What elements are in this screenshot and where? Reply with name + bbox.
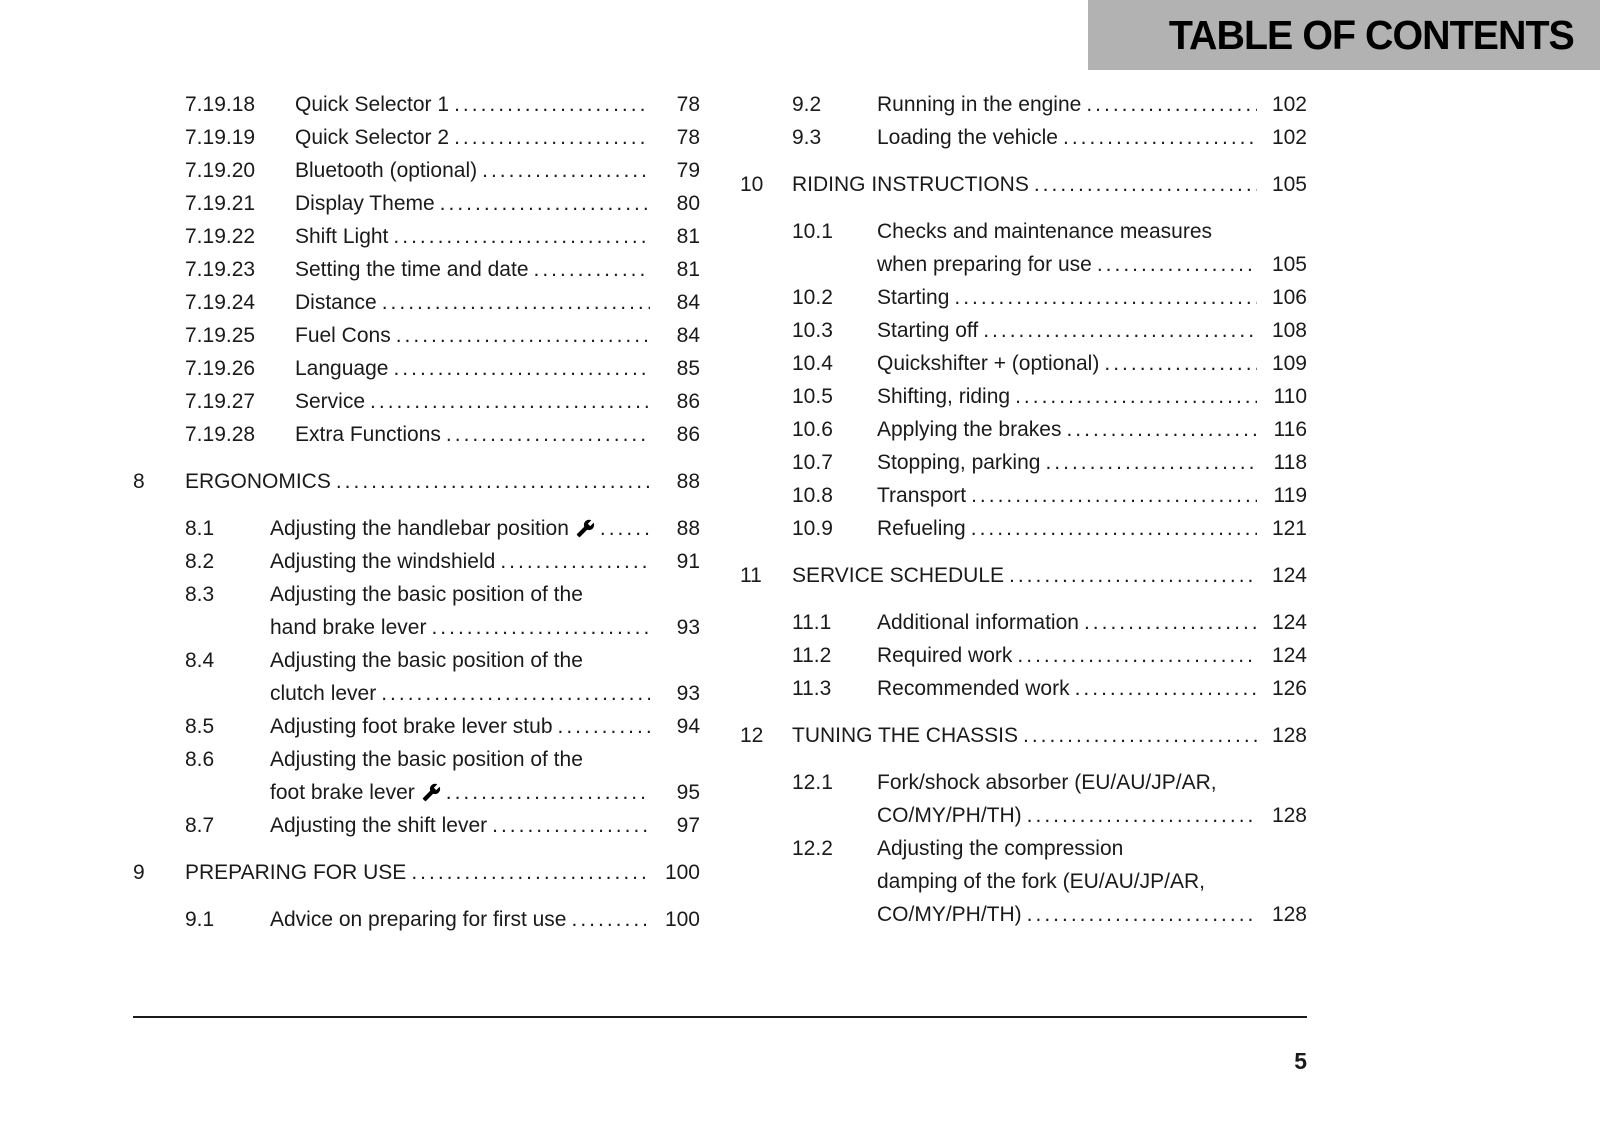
dot-leader: [382, 286, 650, 319]
dot-leader: [954, 281, 1257, 314]
toc-chapter-entry: [133, 465, 700, 498]
toc-section-entry: [740, 347, 1307, 380]
entry-title: Quick Selector 2: [295, 126, 450, 149]
entry-page: 128: [1271, 903, 1307, 926]
dot-leader: [454, 121, 650, 154]
toc-section-entry: [133, 743, 700, 809]
toc-section-entry: [133, 220, 700, 253]
toc-section-entry: [133, 903, 700, 936]
dot-leader: [1104, 347, 1257, 380]
entry-title: Adjusting the basic position of the: [270, 583, 583, 606]
entry-title: TUNING THE CHASSIS: [792, 724, 1018, 747]
dot-leader: [381, 677, 650, 710]
entry-number: 8: [133, 470, 145, 493]
toc-line: [133, 154, 700, 187]
toc-section-entry: [133, 187, 700, 220]
entry-page: 79: [676, 159, 700, 182]
entry-number: 11.3: [792, 677, 832, 700]
entry-title: Required work: [877, 644, 1013, 667]
toc-section-entry: [740, 766, 1307, 832]
dot-leader: [1015, 380, 1257, 413]
toc-line: [133, 88, 700, 121]
toc-line: [133, 352, 700, 385]
toc-section-entry: [133, 710, 700, 743]
toc-section-entry: [133, 154, 700, 187]
entry-number: 11.2: [792, 644, 832, 667]
entry-number: 10: [740, 173, 764, 196]
toc-line: [133, 465, 700, 498]
entry-title: Loading the vehicle: [877, 126, 1058, 149]
entry-page: 85: [676, 357, 700, 380]
toc-line: [740, 719, 1307, 752]
entry-page: 128: [1271, 804, 1307, 827]
entry-page: 126: [1271, 677, 1307, 700]
toc-section-entry: [133, 644, 700, 710]
toc-line: [740, 281, 1307, 314]
entry-number: 7.19.21: [185, 192, 256, 215]
toc-line: [740, 832, 1307, 865]
entry-page: 97: [676, 814, 700, 837]
toc-section-entry: [133, 88, 700, 121]
entry-number: 7.19.23: [185, 258, 256, 281]
toc-section-entry: [740, 672, 1307, 705]
entry-number: 10.2: [792, 286, 833, 309]
entry-title: Shift Light: [295, 225, 389, 248]
toc-chapter-entry: [740, 168, 1307, 201]
toc-section-entry: [740, 446, 1307, 479]
entry-number: 7.19.22: [185, 225, 256, 248]
toc-section-entry: [740, 281, 1307, 314]
toc-line: [740, 88, 1307, 121]
toc-line: [133, 286, 700, 319]
dot-leader: [1063, 121, 1257, 154]
entry-page: 84: [676, 324, 700, 347]
entry-page: 93: [676, 616, 700, 639]
toc-section-entry: [133, 578, 700, 644]
toc-line: [133, 809, 700, 842]
toc-chapter-entry: [740, 719, 1307, 752]
dot-leader: [983, 314, 1257, 347]
toc-section-entry: [740, 512, 1307, 545]
entry-number: 11.1: [792, 611, 832, 634]
dot-leader: [454, 88, 650, 121]
toc-line: [740, 672, 1307, 705]
entry-title: Display Theme: [295, 192, 435, 215]
entry-page: 95: [676, 781, 700, 804]
entry-number: 8.2: [185, 550, 215, 573]
toc-section-entry: [740, 413, 1307, 446]
toc-section-entry: [740, 121, 1307, 154]
entry-number: 8.7: [185, 814, 215, 837]
entry-page: 124: [1271, 611, 1307, 634]
dot-leader: [1027, 898, 1257, 931]
footer-divider: [133, 1016, 1307, 1018]
entry-title: Fuel Cons: [295, 324, 391, 347]
entry-title: Adjusting the windshield: [270, 550, 496, 573]
entry-number: 7.19.27: [185, 390, 256, 413]
entry-number: 7.19.24: [185, 291, 256, 314]
entry-number: 8.3: [185, 583, 215, 606]
toc-line: [740, 121, 1307, 154]
entry-page: 100: [664, 861, 700, 884]
toc-line: [740, 314, 1307, 347]
toc-line: [740, 380, 1307, 413]
toc-line: [740, 606, 1307, 639]
toc-line: [133, 512, 700, 545]
entry-number: 7.19.18: [185, 93, 256, 116]
dot-leader: [558, 710, 651, 743]
entry-title: Advice on preparing for first use: [270, 908, 567, 931]
entry-number: 10.7: [792, 451, 833, 474]
dot-leader: [411, 856, 650, 889]
entry-page: 84: [676, 291, 700, 314]
toc-line: [133, 545, 700, 578]
toc-section-entry: [133, 809, 700, 842]
entry-title: CO/MY/PH/TH): [877, 903, 1022, 926]
entry-number: 9.2: [792, 93, 822, 116]
entry-title: Running in the engine: [877, 93, 1082, 116]
wrench-icon: [576, 512, 595, 545]
entry-title: Adjusting the basic position of the: [270, 649, 583, 672]
entry-number: 10.5: [792, 385, 833, 408]
page-header: [1088, 0, 1600, 70]
entry-title: CO/MY/PH/TH): [877, 804, 1022, 827]
entry-page: 93: [676, 682, 700, 705]
toc-section-entry: [133, 545, 700, 578]
entry-title: clutch lever: [270, 682, 377, 705]
dot-leader: [1066, 413, 1257, 446]
entry-title: RIDING INSTRUCTIONS: [792, 173, 1029, 196]
dot-leader: [1034, 168, 1257, 201]
toc-line: [740, 766, 1307, 799]
entry-number: 8.4: [185, 649, 215, 672]
toc-line: [133, 743, 700, 776]
entry-page: 105: [1271, 253, 1307, 276]
entry-page: 88: [676, 517, 700, 540]
toc-section-entry: [740, 832, 1307, 931]
toc-line: [133, 319, 700, 352]
dot-leader: [446, 418, 650, 451]
dot-leader: [482, 154, 650, 187]
toc-line: [133, 220, 700, 253]
entry-page: 80: [676, 192, 700, 215]
dot-leader: [1009, 559, 1257, 592]
toc-line: [133, 385, 700, 418]
toc-section-entry: [740, 479, 1307, 512]
wrench-icon: [422, 776, 441, 809]
entry-page: 119: [1273, 484, 1307, 507]
dot-leader: [1086, 88, 1257, 121]
entry-number: 10.3: [792, 319, 833, 342]
toc-column-left: [133, 88, 700, 936]
dot-leader: [431, 611, 650, 644]
toc-section-entry: [740, 314, 1307, 347]
dot-leader: [971, 479, 1257, 512]
toc-line: [133, 253, 700, 286]
entry-page: 81: [676, 225, 700, 248]
toc-line: [740, 512, 1307, 545]
toc-line: [740, 248, 1307, 281]
dot-leader: [336, 465, 650, 498]
entry-page: 108: [1271, 319, 1307, 342]
entry-number: 12.1: [792, 771, 833, 794]
toc-line: [133, 578, 700, 611]
entry-page: 91: [676, 550, 700, 573]
entry-number: 8.1: [185, 517, 215, 540]
entry-number: 9.3: [792, 126, 822, 149]
entry-title: Stopping, parking: [877, 451, 1041, 474]
entry-title: when preparing for use: [877, 253, 1092, 276]
entry-title: Recommended work: [877, 677, 1070, 700]
dot-leader: [393, 220, 650, 253]
dot-leader: [370, 385, 650, 418]
toc-section-entry: [133, 286, 700, 319]
entry-title: Shifting, riding: [877, 385, 1011, 408]
entry-number: 10.6: [792, 418, 833, 441]
entry-title: Additional information: [877, 611, 1079, 634]
entry-page: 81: [676, 258, 700, 281]
entry-title: Transport: [877, 484, 967, 507]
entry-page: 102: [1271, 126, 1307, 149]
entry-title: ERGONOMICS: [185, 470, 331, 493]
entry-page: 78: [676, 126, 700, 149]
dot-leader: [1084, 606, 1257, 639]
entry-page: 121: [1271, 517, 1307, 540]
entry-page: 118: [1273, 451, 1307, 474]
entry-page: 128: [1271, 724, 1307, 747]
dot-leader: [393, 352, 650, 385]
entry-title: Quickshifter + (optional): [877, 352, 1100, 375]
entry-number: 7.19.26: [185, 357, 256, 380]
dot-leader: [1027, 799, 1257, 832]
toc-line: [740, 898, 1307, 931]
toc-section-entry: [133, 512, 700, 545]
toc-section-entry: [133, 352, 700, 385]
entry-title: Applying the brakes: [877, 418, 1062, 441]
entry-number: 12: [740, 724, 764, 747]
toc-line: [133, 121, 700, 154]
entry-title: Starting: [877, 286, 950, 309]
entry-title: SERVICE SCHEDULE: [792, 564, 1005, 587]
entry-title: Checks and maintenance measures: [877, 220, 1213, 243]
dot-leader: [1045, 446, 1257, 479]
dot-leader: [500, 545, 650, 578]
toc-line: [740, 413, 1307, 446]
entry-title: Distance: [295, 291, 377, 314]
toc-line: [133, 644, 700, 677]
dot-leader: [1017, 639, 1257, 672]
dot-leader: [571, 903, 650, 936]
entry-title: PREPARING FOR USE: [185, 861, 407, 884]
toc-line: [133, 856, 700, 889]
dot-leader: [396, 319, 650, 352]
entry-page: 109: [1271, 352, 1307, 375]
dot-leader: [1075, 672, 1257, 705]
entry-title: damping of the fork (EU/AU/JP/AR,: [877, 870, 1205, 893]
toc-line: [740, 168, 1307, 201]
entry-title: Adjusting the basic position of the: [270, 748, 583, 771]
entry-title: hand brake lever: [270, 616, 427, 639]
toc-section-entry: [133, 253, 700, 286]
toc-line: [133, 710, 700, 743]
entry-title: Adjusting the handlebar position: [270, 517, 569, 540]
entry-page: 78: [676, 93, 700, 116]
toc-line: [740, 639, 1307, 672]
entry-number: 8.6: [185, 748, 215, 771]
dot-leader: [492, 809, 650, 842]
entry-number: 7.19.20: [185, 159, 256, 182]
toc-chapter-entry: [740, 559, 1307, 592]
toc-line: [133, 677, 700, 710]
entry-number: 9: [133, 861, 145, 884]
entry-number: 7.19.28: [185, 423, 256, 446]
entry-number: 8.5: [185, 715, 215, 738]
entry-title: foot brake lever: [270, 781, 415, 804]
dot-leader: [1097, 248, 1257, 281]
entry-number: 9.1: [185, 908, 215, 931]
dot-leader: [600, 512, 650, 545]
toc-line: [133, 418, 700, 451]
entry-page: 86: [676, 423, 700, 446]
entry-page: 106: [1271, 286, 1307, 309]
toc-line: [740, 347, 1307, 380]
toc-line: [740, 865, 1307, 898]
entry-number: 10.9: [792, 517, 833, 540]
entry-title: Service: [295, 390, 366, 413]
entry-title: Fork/shock absorber (EU/AU/JP/AR,: [877, 771, 1217, 794]
toc-section-entry: [740, 88, 1307, 121]
dot-leader: [534, 253, 651, 286]
toc-line: [740, 446, 1307, 479]
entry-page: 124: [1271, 564, 1307, 587]
entry-number: 10.8: [792, 484, 833, 507]
entry-title: Quick Selector 1: [295, 93, 450, 116]
toc-line: [740, 559, 1307, 592]
toc-line: [133, 776, 700, 809]
toc-section-entry: [133, 418, 700, 451]
entry-page: 86: [676, 390, 700, 413]
toc-section-entry: [740, 215, 1307, 281]
entry-title: Starting off: [877, 319, 979, 342]
entry-page: 102: [1271, 93, 1307, 116]
toc-section-entry: [740, 380, 1307, 413]
entry-page: 105: [1271, 173, 1307, 196]
entry-number: 11: [740, 564, 762, 587]
entry-title: Bluetooth (optional): [295, 159, 478, 182]
entry-title: Extra Functions: [295, 423, 441, 446]
toc-line: [133, 611, 700, 644]
entry-page: 110: [1273, 385, 1307, 408]
entry-title: Language: [295, 357, 389, 380]
page-number: 5: [1294, 1048, 1307, 1074]
dot-leader: [971, 512, 1257, 545]
toc-section-entry: [133, 385, 700, 418]
toc-line: [740, 215, 1307, 248]
toc-section-entry: [740, 606, 1307, 639]
entry-number: 7.19.25: [185, 324, 256, 347]
entry-title: Adjusting the shift lever: [270, 814, 488, 837]
entry-number: 10.4: [792, 352, 833, 375]
entry-page: 124: [1271, 644, 1307, 667]
entry-title: Adjusting foot brake lever stub: [270, 715, 553, 738]
entry-number: 12.2: [792, 837, 833, 860]
dot-leader: [440, 187, 650, 220]
dot-leader: [1023, 719, 1257, 752]
toc-line: [133, 903, 700, 936]
entry-title: Refueling: [877, 517, 966, 540]
toc-chapter-entry: [133, 856, 700, 889]
entry-title: Adjusting the compression: [877, 837, 1124, 860]
dot-leader: [446, 776, 650, 809]
entry-page: 94: [676, 715, 700, 738]
entry-title: Setting the time and date: [295, 258, 529, 281]
toc-line: [740, 799, 1307, 832]
entry-page: 116: [1273, 418, 1307, 441]
toc-section-entry: [133, 121, 700, 154]
entry-number: 10.1: [792, 220, 833, 243]
entry-number: 7.19.19: [185, 126, 256, 149]
page-title: TABLE OF CONTENTS: [1169, 11, 1574, 58]
toc-line: [133, 187, 700, 220]
entry-page: 100: [664, 908, 700, 931]
toc-section-entry: [133, 319, 700, 352]
toc-column-right: [740, 88, 1307, 931]
toc-line: [740, 479, 1307, 512]
entry-page: 88: [676, 470, 700, 493]
toc-section-entry: [740, 639, 1307, 672]
